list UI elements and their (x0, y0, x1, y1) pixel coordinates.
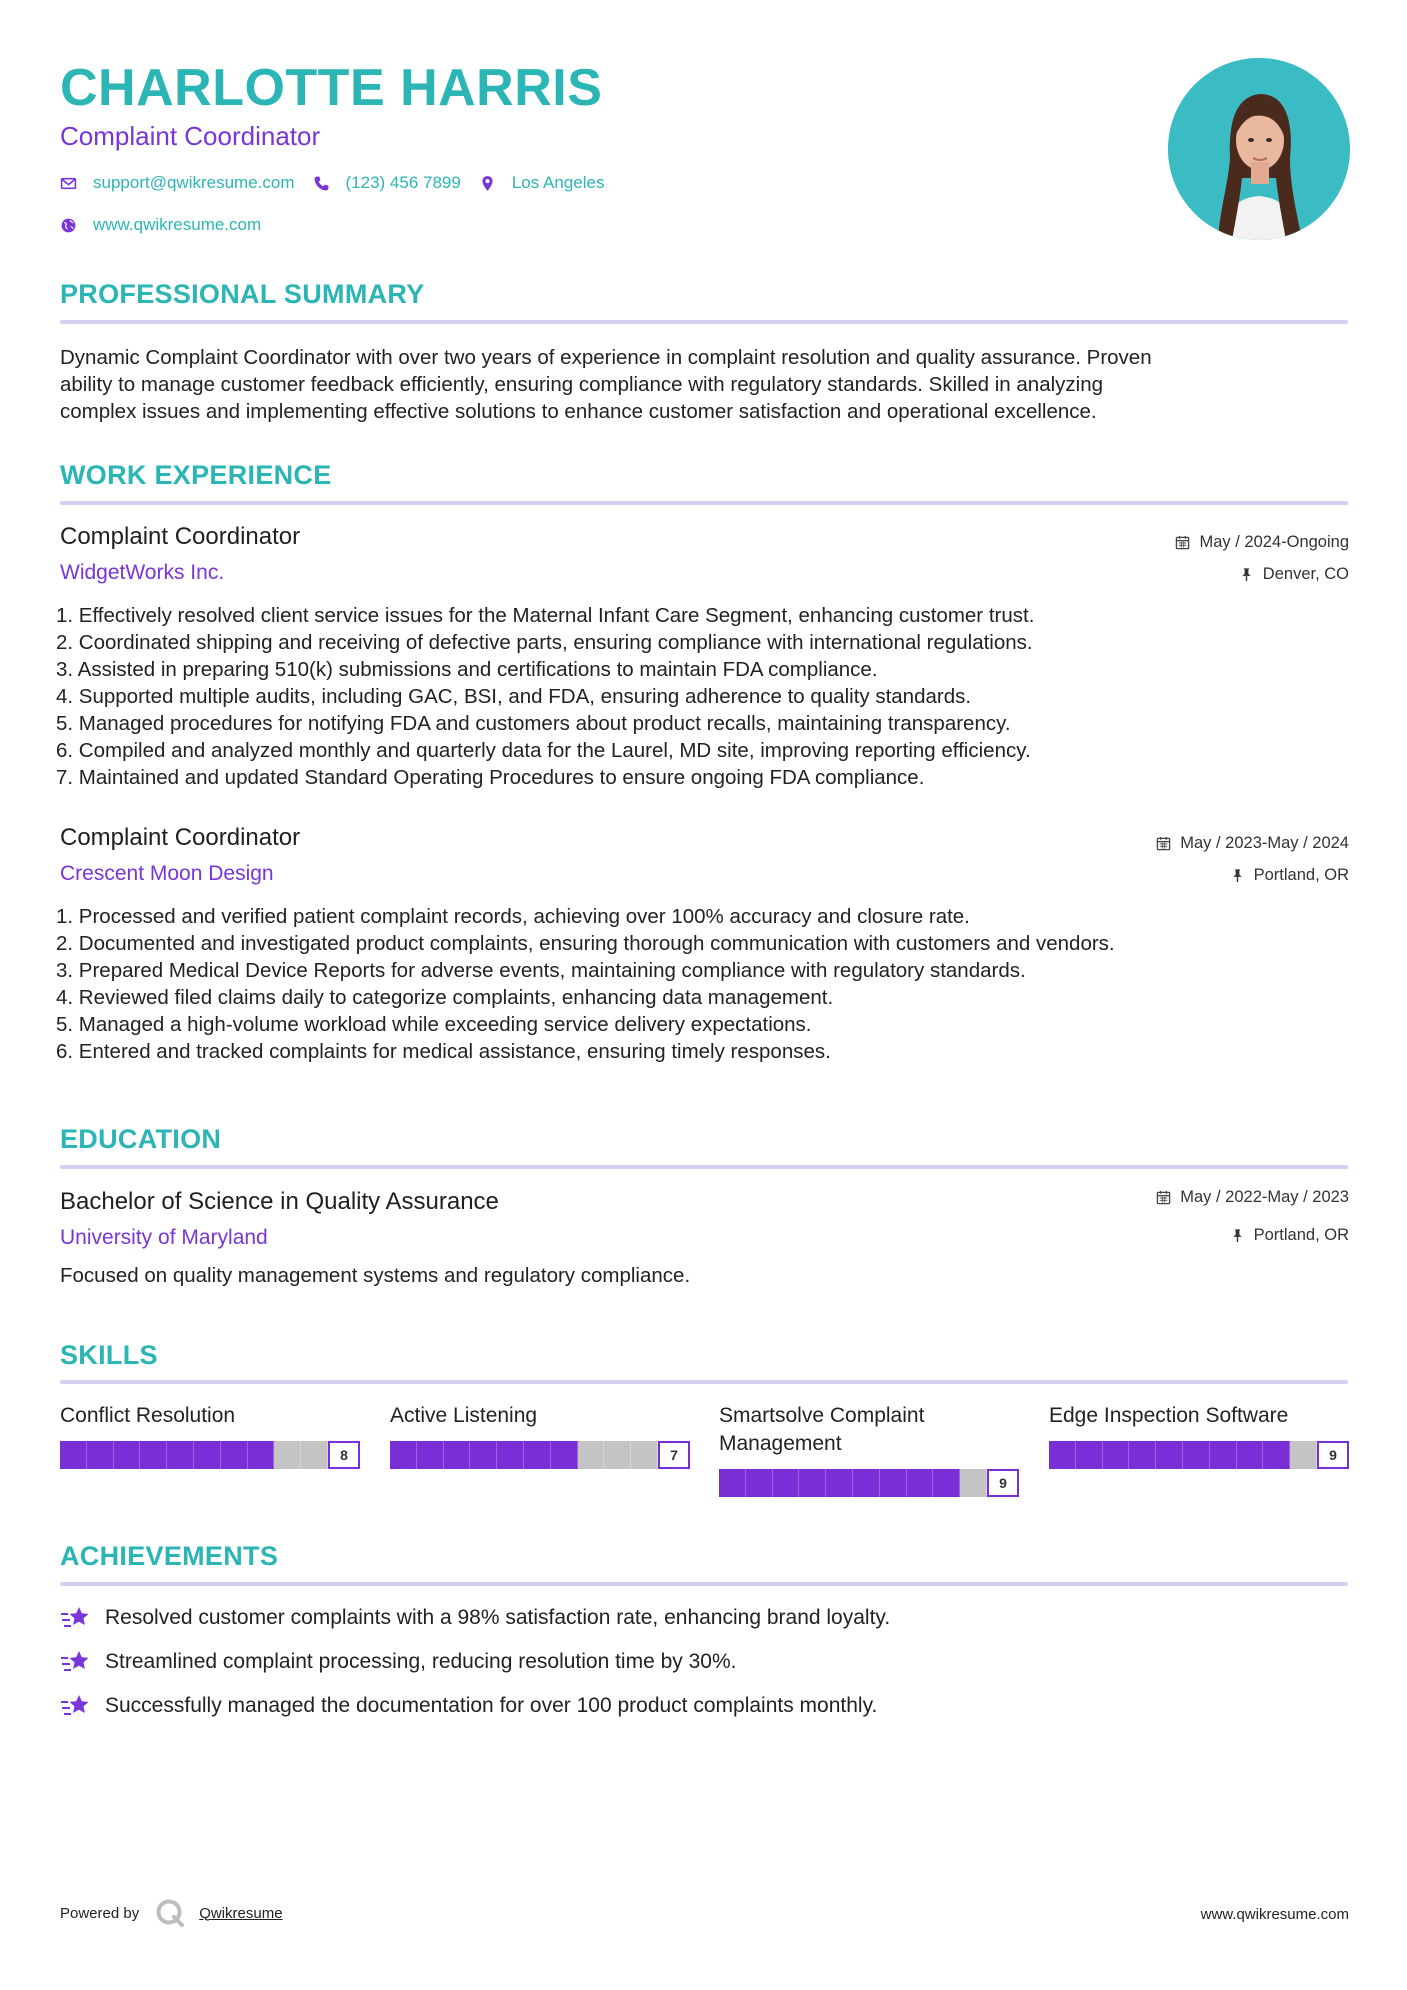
skill-segment-empty (604, 1441, 631, 1469)
skill-segment-filled (826, 1469, 853, 1497)
section-title-summary: PROFESSIONAL SUMMARY (60, 279, 425, 309)
skill-segment-filled (1237, 1441, 1264, 1469)
job-title: Complaint Coordinator (60, 824, 301, 851)
job-bullet: 4. Reviewed filed claims daily to categorize complaints, enhancing data management. (56, 986, 834, 1009)
skill-segment-filled (524, 1441, 551, 1469)
job-bullet: 2. Coordinated shipping and receiving of defective parts, ensuring compliance with international regulations. (56, 631, 1033, 654)
achievement-text: Successfully managed the documentation for over 100 product complaints monthly. (105, 1694, 878, 1717)
achievement-item (60, 1648, 737, 1676)
website-text: www.qwikresume.com (93, 215, 262, 234)
skill-segment-filled (497, 1441, 524, 1469)
map-pin-icon (479, 175, 496, 192)
job-bullet: 6. Entered and tracked complaints for medical assistance, ensuring timely responses. (56, 1040, 831, 1063)
skill-level-badge: 7 (658, 1441, 690, 1469)
skill-segment-filled (390, 1441, 417, 1469)
footer-branding (60, 1898, 283, 1928)
job-bullet: 3. Prepared Medical Device Reports for adverse events, maintaining compliance with regulatory standards. (56, 959, 1026, 982)
skill-segment-empty (960, 1469, 987, 1497)
job-bullet: 1. Effectively resolved client service issues for the Maternal Infant Care Segment, enhancing customer trust. (56, 604, 1035, 627)
skill-segment-empty (301, 1441, 328, 1469)
skill-level-badge: 9 (1317, 1441, 1349, 1469)
contact-phone[interactable] (313, 173, 461, 193)
job-company: WidgetWorks Inc. (60, 561, 225, 584)
skill-segment-filled (907, 1469, 934, 1497)
candidate-name: CHARLOTTE HARRIS (60, 59, 603, 117)
education-location (1230, 1226, 1349, 1245)
phone-text: (123) 456 7899 (345, 173, 461, 192)
section-divider (60, 1380, 1348, 1384)
skill-item (60, 1402, 360, 1463)
job-bullet: 4. Supported multiple audits, including GAC, BSI, and FDA, ensuring adherence to quality standards. (56, 685, 972, 708)
job-location (1239, 565, 1349, 584)
contact-email[interactable] (60, 173, 295, 193)
calendar-icon (1156, 1190, 1171, 1205)
education-dates (1156, 1188, 1349, 1207)
pushpin-icon (1239, 567, 1254, 582)
pushpin-icon (1230, 868, 1245, 883)
achievement-text: Streamlined complaint processing, reducing resolution time by 30%. (105, 1650, 737, 1673)
skill-rating-bar (390, 1441, 690, 1469)
section-divider (60, 320, 1348, 324)
contact-row-secondary (60, 215, 279, 235)
section-divider (60, 1582, 1348, 1586)
job-bullets (56, 903, 1346, 1065)
summary-line: ability to manage customer feedback efficiently, ensuring compliance with regulatory standards. Skilled in analyzing (60, 373, 1104, 396)
skill-segment-filled (773, 1469, 800, 1497)
skill-level-badge: 9 (987, 1469, 1019, 1497)
job-title: Complaint Coordinator (60, 523, 301, 550)
skill-segment-filled (719, 1469, 746, 1497)
education-dates-text: May / 2022-May / 2023 (1180, 1188, 1349, 1206)
qwikresume-link[interactable]: Qwikresume (199, 1904, 283, 1922)
candidate-role: Complaint Coordinator (60, 121, 321, 151)
skill-segment-filled (140, 1441, 167, 1469)
pushpin-icon (1230, 1228, 1245, 1243)
skill-segment-empty (631, 1441, 658, 1469)
skill-segment-filled (1049, 1441, 1076, 1469)
skill-segment-filled (470, 1441, 497, 1469)
skill-segment-filled (444, 1441, 471, 1469)
skill-item (1049, 1402, 1349, 1463)
calendar-icon (1175, 535, 1190, 550)
contact-location (479, 173, 605, 193)
powered-by-label: Powered by (60, 1904, 140, 1922)
degree-title: Bachelor of Science in Quality Assurance (60, 1188, 499, 1215)
job-dates (1156, 834, 1349, 853)
skill-segment-filled (933, 1469, 960, 1497)
skill-segment-filled (167, 1441, 194, 1469)
skill-name: Conflict Resolution (60, 1404, 236, 1427)
section-divider (60, 501, 1348, 505)
qwikresume-logo-icon (155, 1898, 185, 1928)
skill-rating-track (390, 1441, 658, 1469)
job-dates (1175, 533, 1349, 552)
section-title-experience: WORK EXPERIENCE (60, 460, 332, 490)
job-bullet: 1. Processed and verified patient complaint records, achieving over 100% accuracy and closure rate. (56, 905, 970, 928)
skill-item (719, 1402, 1019, 1491)
skill-segment-filled (417, 1441, 444, 1469)
achievement-item (60, 1692, 877, 1720)
achievement-item (60, 1604, 890, 1632)
shooting-star-icon (60, 1648, 92, 1676)
job-bullet: 5. Managed procedures for notifying FDA and customers about product recalls, maintaining transparency. (56, 712, 1011, 735)
education-description: Focused on quality management systems and regulatory compliance. (60, 1264, 691, 1287)
skill-rating-track (1049, 1441, 1317, 1469)
job-location (1230, 866, 1349, 885)
achievement-text: Resolved customer complaints with a 98% satisfaction rate, enhancing brand loyalty. (105, 1606, 891, 1629)
shooting-star-icon (60, 1692, 92, 1720)
skill-segment-filled (880, 1469, 907, 1497)
job-company: Crescent Moon Design (60, 862, 274, 885)
skill-segment-filled (1263, 1441, 1290, 1469)
skill-segment-filled (1129, 1441, 1156, 1469)
section-title-achievements: ACHIEVEMENTS (60, 1541, 279, 1571)
calendar-icon (1156, 836, 1171, 851)
shooting-star-icon (60, 1604, 92, 1632)
skill-name: Edge Inspection Software (1049, 1404, 1289, 1427)
job-bullet: 7. Maintained and updated Standard Operating Procedures to ensure ongoing FDA compliance. (56, 766, 925, 789)
job-dates-text: May / 2023-May / 2024 (1180, 834, 1349, 852)
job-bullets (56, 602, 1346, 791)
skill-segment-empty (274, 1441, 301, 1469)
job-bullet: 3. Assisted in preparing 510(k) submissions and certifications to maintain FDA compliance. (56, 658, 878, 681)
contact-row-primary (60, 173, 622, 193)
portrait-illustration (1168, 58, 1350, 240)
section-title-skills: SKILLS (60, 1340, 158, 1370)
job-location-text: Portland, OR (1253, 866, 1349, 884)
job-bullet: 6. Compiled and analyzed monthly and quarterly data for the Laurel, MD site, improving reporting efficiency. (56, 739, 1031, 762)
skill-segment-filled (1076, 1441, 1103, 1469)
skill-item (390, 1402, 690, 1463)
skill-segment-filled (853, 1469, 880, 1497)
job-dates-text: May / 2024-Ongoing (1199, 533, 1349, 551)
skill-rating-track (60, 1441, 328, 1469)
envelope-icon (60, 175, 77, 192)
skill-segment-filled (60, 1441, 87, 1469)
skill-segment-filled (194, 1441, 221, 1469)
school-name: University of Maryland (60, 1226, 268, 1249)
skill-segment-filled (1103, 1441, 1130, 1469)
skill-segment-empty (1290, 1441, 1317, 1469)
skill-rating-bar (719, 1469, 1019, 1497)
contact-website[interactable] (60, 215, 261, 235)
skill-segment-filled (221, 1441, 248, 1469)
skill-segment-filled (87, 1441, 114, 1469)
skill-segment-filled (114, 1441, 141, 1469)
skill-segment-filled (248, 1441, 275, 1469)
job-bullet: 5. Managed a high-volume workload while exceeding service delivery expectations. (56, 1013, 812, 1036)
section-title-education: EDUCATION (60, 1124, 222, 1154)
job-location-text: Denver, CO (1262, 565, 1349, 583)
globe-icon (60, 217, 77, 234)
section-divider (60, 1165, 1348, 1169)
profile-photo (1168, 58, 1350, 240)
skill-segment-filled (1210, 1441, 1237, 1469)
email-text: support@qwikresume.com (93, 173, 295, 192)
skill-rating-track (719, 1469, 987, 1497)
job-bullet: 2. Documented and investigated product complaints, ensuring thorough communication with customers and vendors. (56, 932, 1115, 955)
skill-name: Active Listening (390, 1404, 538, 1427)
skill-rating-bar (1049, 1441, 1349, 1469)
skill-rating-bar (60, 1441, 360, 1469)
skill-segment-filled (1183, 1441, 1210, 1469)
skill-segment-filled (551, 1441, 578, 1469)
education-location-text: Portland, OR (1253, 1226, 1349, 1244)
skill-level-badge: 8 (328, 1441, 360, 1469)
skill-segment-filled (799, 1469, 826, 1497)
skill-segment-filled (746, 1469, 773, 1497)
skill-segment-empty (578, 1441, 605, 1469)
phone-icon (313, 175, 330, 192)
skill-segment-filled (1156, 1441, 1183, 1469)
skill-name: Smartsolve Complaint Management (719, 1404, 925, 1455)
location-text: Los Angeles (511, 173, 605, 192)
summary-line: complex issues and implementing effective solutions to enhance customer satisfaction and operational excellence. (60, 400, 1097, 423)
summary-line: Dynamic Complaint Coordinator with over two years of experience in complaint resolution and quality assurance. Proven (60, 346, 1152, 369)
footer-website[interactable]: www.qwikresume.com (1200, 1906, 1349, 1923)
summary-text (60, 344, 1348, 425)
